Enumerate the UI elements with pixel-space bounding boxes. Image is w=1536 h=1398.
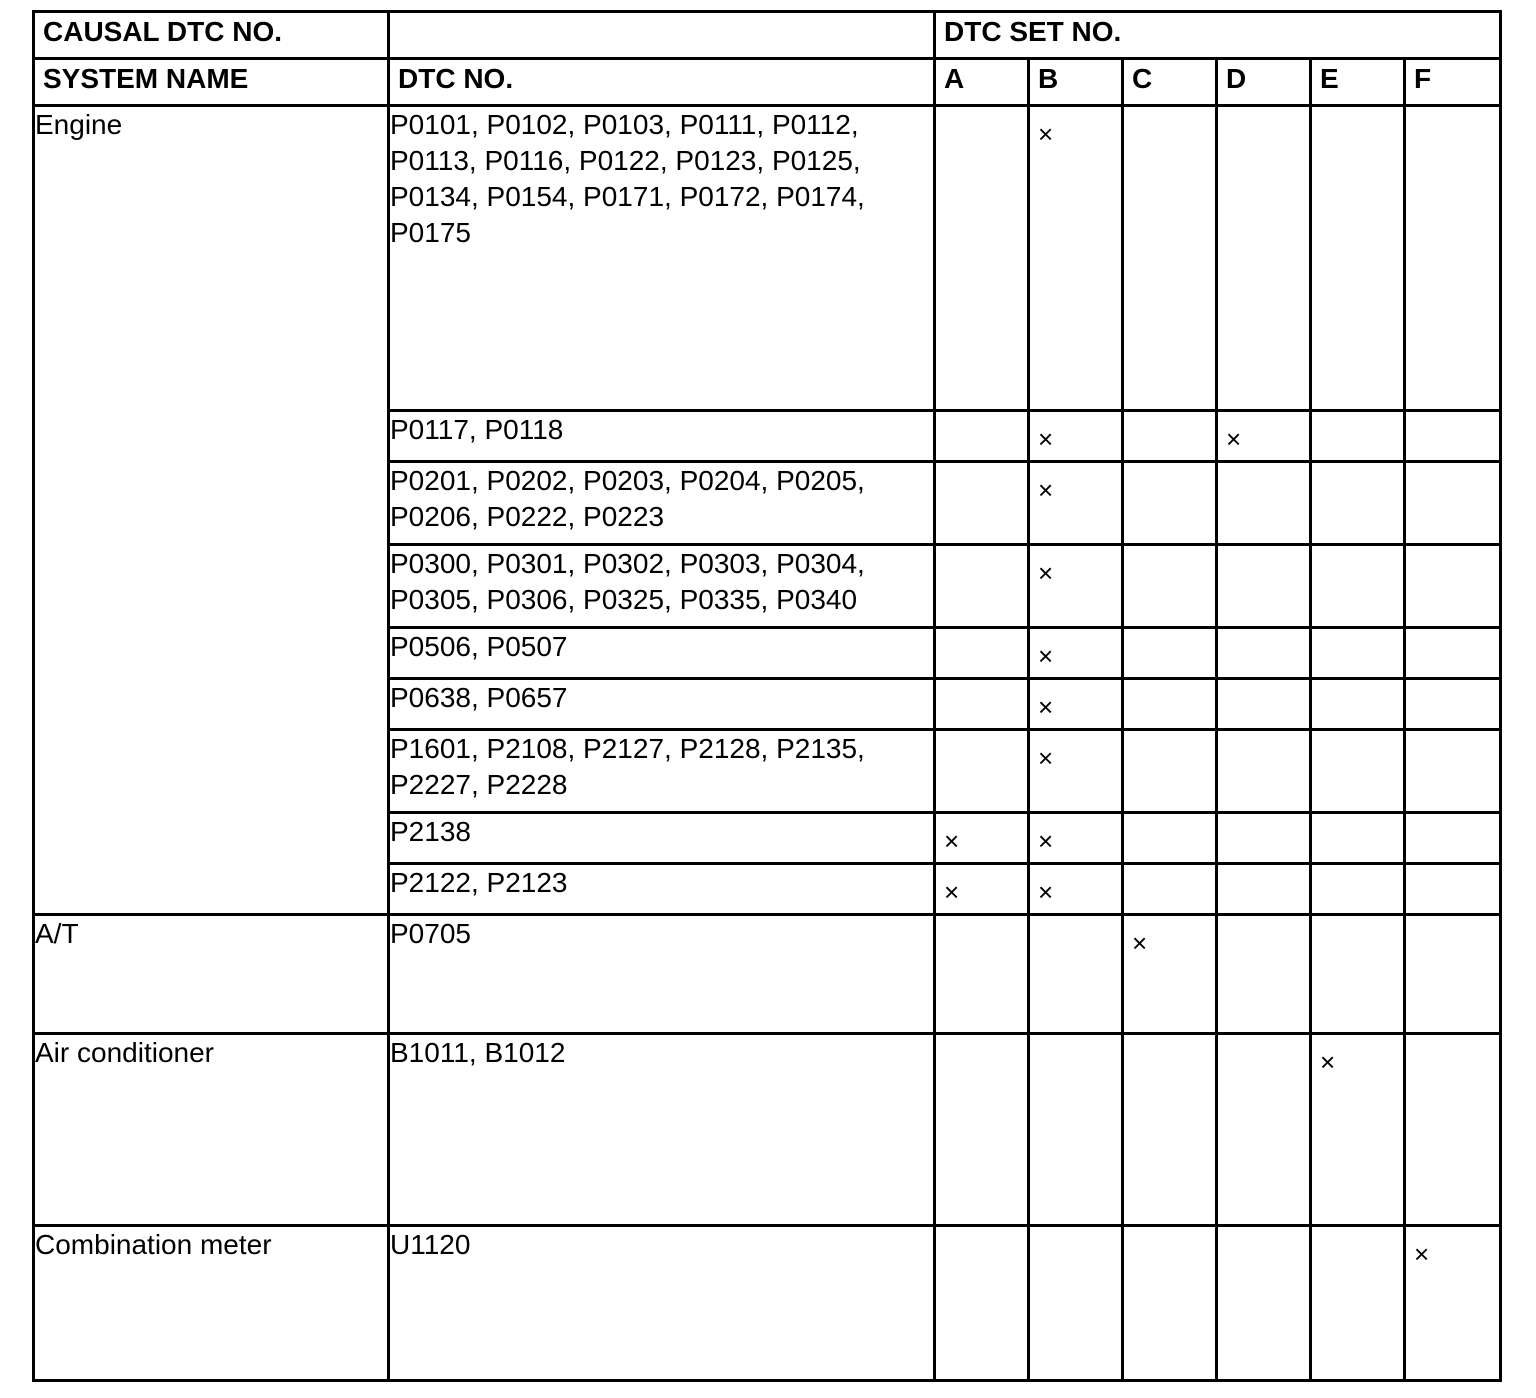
- dtc-number-cell: P2122, P2123: [389, 864, 935, 915]
- dtc-no-header: DTC NO.: [389, 59, 935, 106]
- set-cell-c: [1123, 106, 1217, 411]
- set-column-a-header: A: [935, 59, 1029, 106]
- system-name-cell: Combination meter: [34, 1226, 389, 1381]
- set-cell-d: [1217, 1226, 1311, 1381]
- set-mark-b: ×: [1038, 119, 1054, 149]
- set-cell-b: [1029, 462, 1123, 545]
- set-cell-e: [1311, 1226, 1405, 1381]
- set-cell-b: [1029, 106, 1123, 411]
- set-cell-d: [1217, 545, 1311, 628]
- set-cell-f: [1405, 628, 1501, 679]
- table-row: [34, 915, 1501, 1034]
- set-mark-b: ×: [1038, 743, 1054, 773]
- set-cell-b: [1029, 730, 1123, 813]
- set-cell-f: [1405, 106, 1501, 411]
- set-cell-f: [1405, 1226, 1501, 1381]
- set-cell-d: [1217, 628, 1311, 679]
- set-column-d-header: D: [1217, 59, 1311, 106]
- set-cell-d: [1217, 679, 1311, 730]
- set-column-b-header: B: [1029, 59, 1123, 106]
- header-row-1: [34, 12, 1501, 59]
- set-cell-e: [1311, 545, 1405, 628]
- dtc-number-cell: P0705: [389, 915, 935, 1034]
- set-cell-d: [1217, 1034, 1311, 1226]
- set-cell-b: [1029, 1226, 1123, 1381]
- set-mark-b: ×: [1038, 826, 1054, 856]
- set-cell-c: [1123, 1226, 1217, 1381]
- dtc-number-cell: P0117, P0118: [389, 411, 935, 462]
- set-mark-b: ×: [1038, 424, 1054, 454]
- set-cell-b: [1029, 864, 1123, 915]
- dtc-number-cell: P0201, P0202, P0203, P0204, P0205, P0206, P0222, P0223: [389, 462, 935, 545]
- dtc-number-cell: P0101, P0102, P0103, P0111, P0112, P0113, P0116, P0122, P0123, P0125, P0134, P0154, P0171, P0172, P0174, P0175: [389, 106, 935, 411]
- set-cell-a: [935, 628, 1029, 679]
- set-cell-c: [1123, 679, 1217, 730]
- set-cell-f: [1405, 679, 1501, 730]
- set-cell-d: [1217, 411, 1311, 462]
- set-mark-b: ×: [1038, 877, 1054, 907]
- dtc-number-cell: B1011, B1012: [389, 1034, 935, 1226]
- set-cell-f: [1405, 545, 1501, 628]
- set-cell-a: [935, 915, 1029, 1034]
- set-cell-a: [935, 813, 1029, 864]
- system-name-cell: A/T: [34, 915, 389, 1034]
- set-cell-a: [935, 864, 1029, 915]
- set-cell-e: [1311, 462, 1405, 545]
- set-cell-f: [1405, 915, 1501, 1034]
- dtc-set-header: DTC SET NO.: [935, 12, 1501, 59]
- set-cell-c: [1123, 864, 1217, 915]
- system-name-cell: Air conditioner: [34, 1034, 389, 1226]
- set-cell-a: [935, 679, 1029, 730]
- set-cell-f: [1405, 813, 1501, 864]
- set-mark-d: ×: [1226, 424, 1242, 454]
- set-cell-c: [1123, 545, 1217, 628]
- system-name-cell: Engine: [34, 106, 389, 915]
- dtc-table: [32, 10, 1502, 1382]
- set-cell-c: [1123, 915, 1217, 1034]
- dtc-number-cell: P0506, P0507: [389, 628, 935, 679]
- set-cell-b: [1029, 628, 1123, 679]
- dtc-number-cell: P2138: [389, 813, 935, 864]
- set-cell-a: [935, 462, 1029, 545]
- set-column-c-header: C: [1123, 59, 1217, 106]
- set-cell-f: [1405, 462, 1501, 545]
- set-cell-e: [1311, 730, 1405, 813]
- dtc-number-cell: P0300, P0301, P0302, P0303, P0304, P0305, P0306, P0325, P0335, P0340: [389, 545, 935, 628]
- causal-dtc-header: CAUSAL DTC NO.: [34, 12, 389, 59]
- table-row: [34, 1226, 1501, 1381]
- set-cell-d: [1217, 730, 1311, 813]
- set-cell-c: [1123, 1034, 1217, 1226]
- table-row: [34, 106, 1501, 411]
- set-cell-b: [1029, 411, 1123, 462]
- set-cell-a: [935, 411, 1029, 462]
- set-cell-a: [935, 545, 1029, 628]
- set-mark-e: ×: [1320, 1047, 1336, 1077]
- set-cell-d: [1217, 106, 1311, 411]
- set-column-e-header: E: [1311, 59, 1405, 106]
- set-cell-f: [1405, 1034, 1501, 1226]
- blank-header-cell: [389, 12, 935, 59]
- set-cell-a: [935, 1226, 1029, 1381]
- set-mark-b: ×: [1038, 475, 1054, 505]
- table-row: [34, 1034, 1501, 1226]
- set-cell-c: [1123, 730, 1217, 813]
- set-mark-b: ×: [1038, 641, 1054, 671]
- set-cell-d: [1217, 813, 1311, 864]
- set-cell-a: [935, 1034, 1029, 1226]
- set-cell-f: [1405, 411, 1501, 462]
- dtc-number-cell: P0638, P0657: [389, 679, 935, 730]
- set-cell-e: [1311, 864, 1405, 915]
- set-cell-e: [1311, 679, 1405, 730]
- set-cell-b: [1029, 1034, 1123, 1226]
- set-mark-b: ×: [1038, 558, 1054, 588]
- set-cell-b: [1029, 545, 1123, 628]
- set-column-f-header: F: [1405, 59, 1501, 106]
- set-cell-b: [1029, 813, 1123, 864]
- set-cell-c: [1123, 462, 1217, 545]
- set-cell-e: [1311, 628, 1405, 679]
- set-cell-e: [1311, 1034, 1405, 1226]
- set-cell-f: [1405, 730, 1501, 813]
- set-cell-e: [1311, 106, 1405, 411]
- set-cell-f: [1405, 864, 1501, 915]
- set-cell-b: [1029, 679, 1123, 730]
- set-cell-d: [1217, 462, 1311, 545]
- set-cell-b: [1029, 915, 1123, 1034]
- set-cell-a: [935, 106, 1029, 411]
- dtc-number-cell: U1120: [389, 1226, 935, 1381]
- set-mark-c: ×: [1132, 928, 1148, 958]
- set-mark-f: ×: [1414, 1239, 1430, 1269]
- set-mark-a: ×: [944, 826, 960, 856]
- set-cell-c: [1123, 813, 1217, 864]
- set-cell-a: [935, 730, 1029, 813]
- set-cell-d: [1217, 915, 1311, 1034]
- set-cell-e: [1311, 411, 1405, 462]
- set-mark-b: ×: [1038, 692, 1054, 722]
- set-mark-a: ×: [944, 877, 960, 907]
- system-name-header: SYSTEM NAME: [34, 59, 389, 106]
- header-row-2: [34, 59, 1501, 106]
- set-cell-e: [1311, 915, 1405, 1034]
- set-cell-c: [1123, 411, 1217, 462]
- dtc-number-cell: P1601, P2108, P2127, P2128, P2135, P2227, P2228: [389, 730, 935, 813]
- set-cell-d: [1217, 864, 1311, 915]
- set-cell-c: [1123, 628, 1217, 679]
- set-cell-e: [1311, 813, 1405, 864]
